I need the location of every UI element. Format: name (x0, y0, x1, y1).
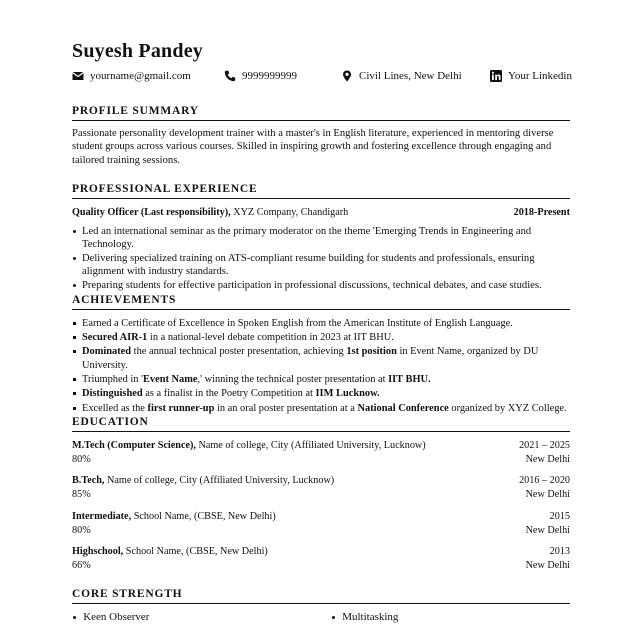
list-item: Distinguished as a finalist in the Poetry Competition at IIM Lucknow. (72, 387, 570, 401)
linkedin-icon (490, 70, 502, 82)
list-item: Dominated the annual technical poster presentation, achieving 1st position in Event Name, organized by DU University. (72, 345, 570, 373)
experience-dates: 2018-Present (513, 207, 570, 218)
experience-company: XYZ Company, Chandigarh (230, 207, 349, 218)
phone-icon (224, 70, 236, 82)
list-item: Delivering specialized training on ATS-compliant resume building for students and professionals, ensuring alignment with industry standards. (72, 252, 570, 279)
profile-summary-text: Passionate personality development trainer with a master's in English literature, experienced in mentoring diverse student groups across various courses. Skilled in inspiring growth and fostering excellence through engaging and tailored training sessions. (72, 128, 554, 166)
education-school: School Name, (CBSE, New Delhi) (131, 511, 276, 522)
list-item: Led an international seminar as the primary moderator on the theme 'Emerging Trends in Engineering and Technology. (72, 225, 570, 252)
education-score: 80% (72, 525, 91, 536)
location-icon (341, 70, 353, 82)
achievements-heading: ACHIEVEMENTS (72, 294, 570, 310)
education-score: 66% (72, 560, 91, 571)
contact-location (341, 70, 462, 82)
education-entry (72, 510, 570, 523)
education-degree: B.Tech, (72, 475, 105, 486)
education-entry-detail (72, 524, 570, 537)
experience-bullets (72, 225, 570, 292)
education-entry (72, 474, 570, 487)
contact-phone[interactable] (224, 70, 297, 82)
education-heading: EDUCATION (72, 416, 570, 432)
contact-email-text: yourname@gmail.com (90, 70, 191, 82)
education-years: 2013 (549, 546, 570, 557)
achievements-list (72, 317, 570, 416)
education-score: 80% (72, 454, 91, 465)
education-city: New Delhi (525, 560, 570, 571)
list-item: Earned a Certificate of Excellence in Spoken English from the American Institute of English Language. (72, 317, 570, 331)
strength-item: Multitasking (332, 611, 398, 623)
profile-summary-heading: PROFILE SUMMARY (72, 105, 570, 121)
list-item: Triumphed in 'Event Name,' winning the technical poster presentation at IIT BHU. (72, 373, 570, 387)
education-city: New Delhi (525, 454, 570, 465)
education-years: 2016 – 2020 (519, 475, 570, 486)
education-years: 2021 – 2025 (519, 440, 570, 451)
contact-linkedin-text: Your Linkedin (508, 70, 572, 82)
education-degree: Highschool, (72, 546, 124, 557)
education-years: 2015 (549, 511, 570, 522)
education-degree: M.Tech (Computer Science), (72, 440, 196, 451)
strength-item: Keen Observer (73, 611, 149, 623)
core-strength-heading: CORE STRENGTH (72, 588, 570, 604)
education-score: 85% (72, 489, 91, 500)
experience-entry-header (72, 206, 570, 219)
education-entry (72, 439, 570, 452)
candidate-name: Suyesh Pandey (72, 40, 203, 62)
contact-location-text: Civil Lines, New Delhi (359, 70, 462, 82)
education-entry-detail (72, 559, 570, 572)
contact-email[interactable] (72, 70, 191, 82)
education-entry-detail (72, 488, 570, 501)
list-item: Secured AIR-1 in a national-level debate competition in 2023 at IIT BHU. (72, 331, 570, 345)
email-icon (72, 70, 84, 82)
contact-bar (0, 70, 640, 86)
list-item: Preparing students for effective participation in professional discussions, technical debates, and case studies. (72, 279, 570, 292)
contact-phone-text: 9999999999 (242, 70, 297, 82)
education-school: Name of college, City (Affiliated University, Lucknow) (104, 475, 335, 486)
experience-role: Quality Officer (Last responsibility), (72, 207, 231, 218)
education-entry (72, 545, 570, 558)
list-item: Excelled as the first runner-up in an oral poster presentation at a National Conference organized by XYZ College. (72, 402, 570, 416)
education-city: New Delhi (525, 525, 570, 536)
education-entry-detail (72, 453, 570, 466)
education-school: Name of college, City (Affiliated University, Lucknow) (195, 440, 426, 451)
education-city: New Delhi (525, 489, 570, 500)
education-school: School Name, (CBSE, New Delhi) (123, 546, 268, 557)
education-degree: Intermediate, (72, 511, 132, 522)
contact-linkedin[interactable] (490, 70, 572, 82)
experience-heading: PROFESSIONAL EXPERIENCE (72, 183, 570, 199)
